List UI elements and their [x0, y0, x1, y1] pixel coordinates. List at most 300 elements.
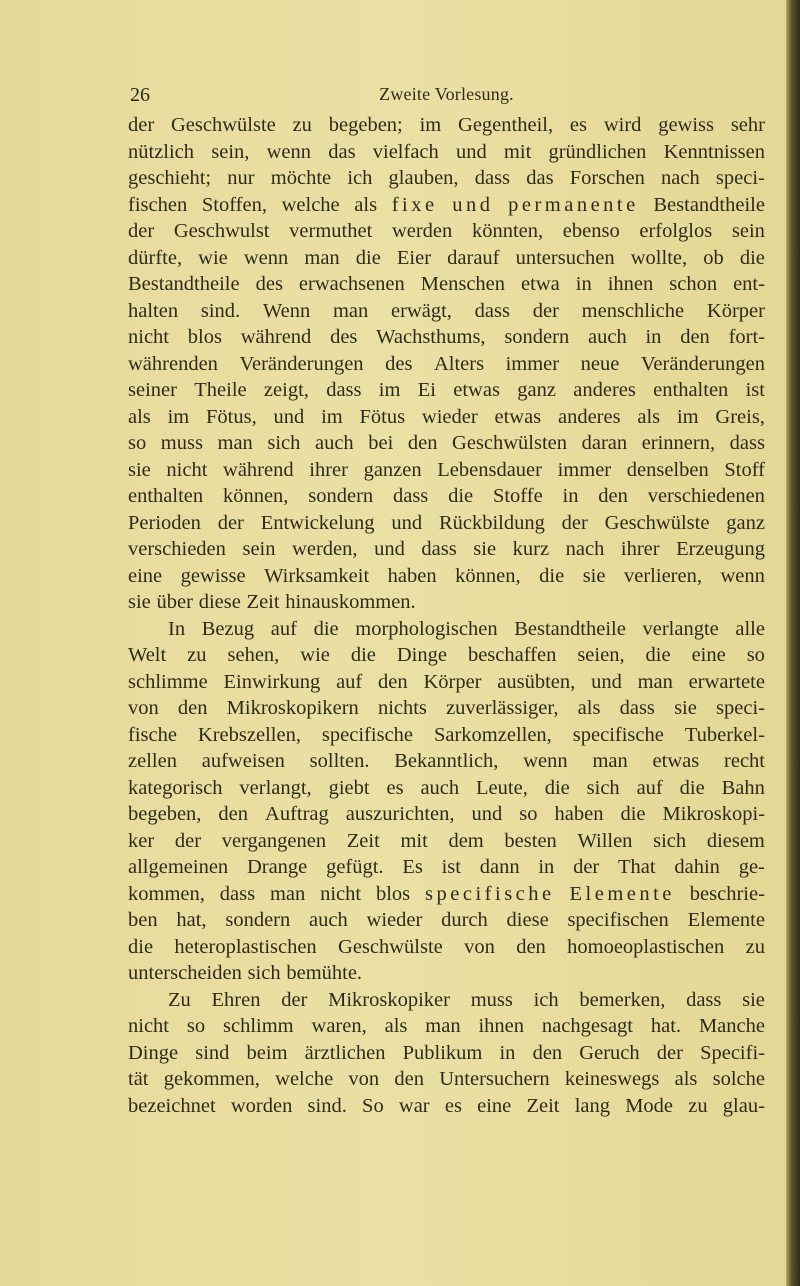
word: Geschwülste [171, 114, 276, 136]
word: wie [300, 644, 330, 666]
word: erwartete [688, 670, 765, 693]
word: beschrie- [689, 882, 765, 905]
running-title: Zweite Vorlesung. [379, 84, 514, 104]
word: nicht [128, 326, 169, 348]
word: sie [674, 697, 697, 719]
word: dem [448, 829, 484, 852]
word: so [186, 1015, 206, 1037]
word: erwägt, [391, 299, 452, 322]
text-line [128, 854, 765, 881]
word: durch [441, 909, 488, 931]
word: auch [314, 432, 354, 454]
word: ker [128, 829, 155, 852]
word: die [350, 644, 376, 666]
word: keineswegs [564, 1068, 660, 1090]
word: ganzen [363, 458, 422, 481]
word: specifische [572, 723, 664, 746]
word: dass [729, 432, 765, 454]
word: Geschwülste [338, 935, 443, 958]
word: den [378, 670, 408, 693]
word: nützlich [128, 140, 195, 163]
word: des [255, 273, 283, 295]
word: das [526, 167, 554, 189]
word: während [223, 458, 294, 481]
text-line [128, 669, 765, 696]
word: sondern [308, 485, 374, 507]
word: ihrer [309, 458, 348, 481]
word: erfolglos [639, 220, 713, 242]
word: als [637, 405, 661, 428]
word: gefügt. [326, 856, 384, 878]
word: Veränderungen [640, 352, 765, 375]
word: bemerken, [579, 988, 666, 1011]
word: diese [506, 909, 549, 931]
word: muss [160, 432, 203, 454]
word: Dinge [396, 644, 447, 666]
word: glau- [722, 1094, 765, 1117]
word: in [538, 856, 555, 878]
word: Wachsthums, [376, 326, 486, 348]
word: Entwickelung [260, 511, 375, 534]
word: Kenntnissen [663, 140, 765, 163]
word: bemühte. [286, 962, 363, 984]
word: gekommen, [163, 1068, 260, 1090]
word: können, [222, 485, 289, 507]
word: seiner [128, 379, 177, 401]
word: Bekanntlich, [394, 750, 499, 772]
word: ihrer [620, 538, 660, 560]
text-line [128, 589, 765, 616]
word: sie [742, 988, 765, 1011]
text-line [128, 1013, 765, 1040]
word: untersuchen [515, 246, 615, 269]
word: auf [636, 776, 663, 799]
word: sich [247, 962, 281, 984]
word: Stoff [724, 458, 765, 481]
word: mit [503, 140, 532, 163]
word: Mikroskopikern [226, 697, 359, 719]
word: hat. [650, 1015, 682, 1037]
text-line [128, 695, 765, 722]
word: eine [477, 1094, 512, 1117]
word: fische [128, 723, 177, 746]
word: Zeit [346, 829, 380, 852]
word: verlieren, [624, 564, 702, 587]
word: nach [661, 167, 700, 189]
word: als [384, 1015, 408, 1037]
word: die [679, 776, 705, 799]
word: und [591, 670, 622, 693]
word: so [519, 803, 538, 825]
word: waren, [311, 1015, 367, 1037]
word: den [394, 1068, 424, 1090]
word: etwa [521, 273, 560, 295]
word: die [620, 803, 646, 825]
text-line [128, 960, 765, 987]
word: ebenso [562, 220, 620, 242]
word: Ehren [211, 988, 261, 1011]
word: gewisse [180, 564, 246, 587]
word: und [455, 140, 487, 163]
word: dann [479, 856, 520, 878]
page-number: 26 [130, 84, 150, 106]
word: speci- [716, 697, 765, 719]
text-line [128, 616, 765, 643]
word: sich [586, 776, 620, 799]
word: die [645, 644, 671, 666]
word: ist [745, 379, 765, 401]
word: immer [557, 458, 612, 481]
word: In [168, 617, 186, 640]
word: wieder [421, 405, 478, 428]
word: ge- [738, 856, 765, 878]
text-line [128, 218, 765, 245]
word: sie [582, 564, 606, 587]
word: recht [724, 750, 765, 772]
text-line [128, 642, 765, 669]
word: in [499, 1041, 516, 1064]
word: sind. [307, 1094, 347, 1117]
word: ausübten, [497, 670, 576, 693]
word: sich [653, 829, 687, 852]
word: heteroplastischen [174, 935, 317, 958]
word: enthalten [128, 485, 204, 507]
word: der [532, 299, 559, 322]
word: sein [731, 220, 765, 242]
word: als [354, 193, 378, 216]
text-line [128, 934, 765, 961]
word: muss [470, 988, 513, 1011]
word: ihnen [607, 273, 654, 295]
word: fort- [728, 326, 765, 348]
word: den [532, 1041, 563, 1064]
word: nicht [166, 458, 208, 481]
word: dass [421, 538, 457, 560]
word: Krebszellen, [197, 723, 301, 746]
word: ärztlichen [304, 1041, 386, 1064]
text-line [128, 1066, 765, 1093]
text-line [128, 536, 765, 563]
word: dass [326, 379, 362, 401]
word: sich [267, 432, 301, 454]
word: alle [735, 617, 765, 640]
word: kurz [512, 538, 550, 560]
text-line [128, 192, 765, 219]
word: dass [219, 882, 256, 905]
word: im [419, 114, 442, 136]
word: denselben [626, 458, 709, 481]
word: es [386, 776, 404, 799]
word: der [128, 220, 155, 242]
word: im [321, 405, 343, 428]
word: zellen [128, 750, 177, 772]
text-line [128, 245, 765, 272]
word: So [362, 1094, 384, 1117]
word: blos [187, 326, 222, 348]
word: haben [387, 564, 437, 587]
word: Bestandtheile [653, 193, 765, 216]
word: schon [669, 273, 718, 295]
word: es [444, 1094, 462, 1117]
word: dürfte, [128, 246, 183, 269]
word: Lebensdauer [437, 458, 542, 481]
word: wieder [366, 909, 423, 931]
word: sehr [730, 114, 765, 136]
emphasized-word: specifische [425, 882, 555, 905]
word: Zeit [246, 591, 280, 613]
word: so [128, 432, 147, 454]
word: Fötus [359, 405, 406, 428]
word: glauben, [388, 167, 459, 189]
word: Bestandtheile [128, 273, 240, 295]
word: man [425, 1015, 461, 1037]
word: der [573, 856, 600, 878]
word: dass [686, 988, 722, 1011]
word: wenn [720, 564, 765, 587]
word: Greis, [715, 405, 765, 428]
emphasized-word: Elemente [569, 882, 675, 905]
word: Fötus, [206, 405, 257, 428]
word: Theile [194, 379, 247, 401]
word: Es [402, 856, 423, 878]
word: vielfach [372, 140, 439, 163]
text-line [128, 351, 765, 378]
word: Wenn [262, 299, 311, 322]
word: Manche [698, 1015, 765, 1037]
word: sollten. [309, 750, 370, 772]
word: dahin [674, 856, 720, 878]
word: Elemente [687, 909, 765, 931]
word: menschliche [581, 299, 685, 322]
text-line [128, 165, 765, 192]
word: und [391, 511, 423, 534]
word: zeigt, [263, 379, 309, 401]
word: Ei [417, 379, 436, 401]
word: der [174, 829, 202, 852]
word: den [218, 803, 249, 825]
word: worden [230, 1094, 293, 1117]
page-header [128, 84, 765, 110]
text-line [128, 457, 765, 484]
word: währenden [128, 352, 218, 375]
text-line [128, 722, 765, 749]
word: können, [455, 564, 521, 587]
word: man [592, 750, 628, 772]
word: Publikum [402, 1041, 483, 1064]
word: Mode [625, 1094, 674, 1117]
word: möchte [270, 167, 332, 189]
word: sie [128, 458, 151, 481]
text-line [128, 1040, 765, 1067]
word: immer [505, 352, 560, 375]
word: kommen, [128, 882, 205, 905]
word: der [281, 988, 308, 1011]
word: Erzeugung [676, 538, 765, 560]
word: Körper [706, 299, 765, 322]
word: ich [533, 988, 559, 1011]
word: auf [336, 670, 363, 693]
word: Stoffe [492, 485, 543, 507]
word: Körper [423, 670, 482, 693]
word: Zu [168, 988, 191, 1011]
word: wenn [243, 246, 289, 269]
word: begeben; [328, 114, 403, 136]
word: zu [688, 1094, 708, 1117]
text-line [128, 139, 765, 166]
word: morphologischen [355, 617, 498, 640]
text-line [128, 801, 765, 828]
word: Sarkomzellen, [433, 723, 552, 746]
word: besten [504, 829, 557, 852]
text-line [128, 112, 765, 139]
word: wollte, [630, 246, 688, 269]
word: nach [565, 538, 605, 560]
word: man [269, 882, 306, 905]
text-line [128, 775, 765, 802]
word: haben [554, 803, 604, 825]
word: sie [473, 538, 497, 560]
word: und [374, 538, 405, 560]
word: ent- [733, 273, 765, 295]
word: hinauskommen. [285, 591, 416, 613]
word: und [471, 803, 503, 825]
word: nicht [128, 1015, 169, 1037]
word: anderes [557, 405, 621, 428]
emphasized-word: permanente [508, 193, 639, 216]
word: man [217, 432, 253, 454]
word: eine [691, 644, 726, 666]
word: mit [400, 829, 428, 852]
word: Bestandtheile [514, 617, 626, 640]
word: vergangenen [221, 829, 327, 852]
word: von [348, 1068, 380, 1090]
word: den [516, 935, 546, 958]
word: die [544, 776, 570, 799]
word: man [637, 670, 673, 693]
word: verlangte [642, 617, 719, 640]
word: erwachsenen [298, 273, 405, 295]
word: ganz [726, 511, 765, 534]
word: dass [474, 299, 510, 322]
word: sein [242, 538, 276, 560]
word: Geschwulst [173, 220, 270, 242]
word: die [355, 246, 381, 269]
word: lang [574, 1094, 610, 1117]
word: nachgesagt [541, 1015, 633, 1037]
word: war [398, 1094, 430, 1117]
word: als [674, 1068, 698, 1090]
word: blos [375, 882, 411, 905]
word: Auftrag [265, 803, 329, 825]
word: neue [580, 352, 620, 375]
word: Menschen [420, 273, 506, 295]
text-line [128, 1093, 765, 1120]
word: ben [128, 909, 158, 931]
word: über [156, 591, 193, 613]
word: schlimm [223, 1015, 294, 1037]
word: verschieden [128, 538, 226, 560]
text-line [128, 298, 765, 325]
word: etwas [652, 750, 700, 772]
text-line [128, 748, 765, 775]
word: Veränderungen [239, 352, 364, 375]
text-line [128, 404, 765, 431]
word: den [177, 697, 208, 719]
word: dass [474, 167, 511, 189]
word: auch [420, 776, 460, 799]
page-edge [786, 0, 800, 1286]
word: Forschen [569, 167, 645, 189]
word: Rückbildung [438, 511, 545, 534]
emphasized-word: und [452, 193, 494, 216]
word: werden [391, 220, 453, 242]
body-text [128, 112, 765, 1119]
word: schlimme [128, 670, 208, 693]
word: ist [441, 856, 461, 878]
word: ganz [517, 379, 556, 401]
word: Mikroskopiker [328, 988, 450, 1011]
word: werden, [292, 538, 358, 560]
word: es [569, 114, 587, 136]
word: Mikroskopi- [662, 803, 765, 825]
word: Geschwülsten [452, 432, 568, 454]
word: zuverlässiger, [446, 697, 559, 719]
word: specifischen [567, 909, 669, 931]
word: sondern [225, 909, 291, 931]
word: wie [198, 246, 228, 269]
word: eine [128, 564, 163, 587]
word: in [562, 485, 579, 507]
word: in [575, 273, 592, 295]
text-line [128, 271, 765, 298]
word: Perioden [128, 511, 201, 534]
word: die [313, 617, 339, 640]
text-line [128, 377, 765, 404]
text-line [128, 987, 765, 1014]
word: halten [128, 299, 179, 322]
word: diese [198, 591, 241, 613]
word: geschieht; [128, 167, 212, 189]
word: und [273, 405, 305, 428]
word: Geschwülste [604, 511, 710, 534]
word: vermuthet [289, 220, 373, 242]
word: enthalten [653, 379, 729, 401]
word: anderes [573, 379, 636, 401]
word: wenn [266, 140, 312, 163]
word: welche [281, 193, 340, 216]
word: bei [368, 432, 394, 454]
word: tät [128, 1068, 149, 1090]
word: sein, [211, 140, 250, 163]
word: nichts [377, 697, 427, 719]
word: ich [347, 167, 373, 189]
word: während [240, 326, 312, 348]
word: die [448, 485, 474, 507]
word: Geruch [579, 1041, 640, 1064]
text-line [128, 563, 765, 590]
word: Zeit [526, 1094, 560, 1117]
word: fischen [128, 193, 188, 216]
word: beschaffen [467, 644, 557, 666]
word: wenn [523, 750, 568, 772]
word: diesem [706, 829, 765, 852]
word: aufweisen [201, 750, 285, 772]
word: Dinge [128, 1041, 179, 1064]
word: der [656, 1041, 683, 1064]
word: den [407, 432, 438, 454]
word: des [330, 326, 358, 348]
word: beim [246, 1041, 288, 1064]
